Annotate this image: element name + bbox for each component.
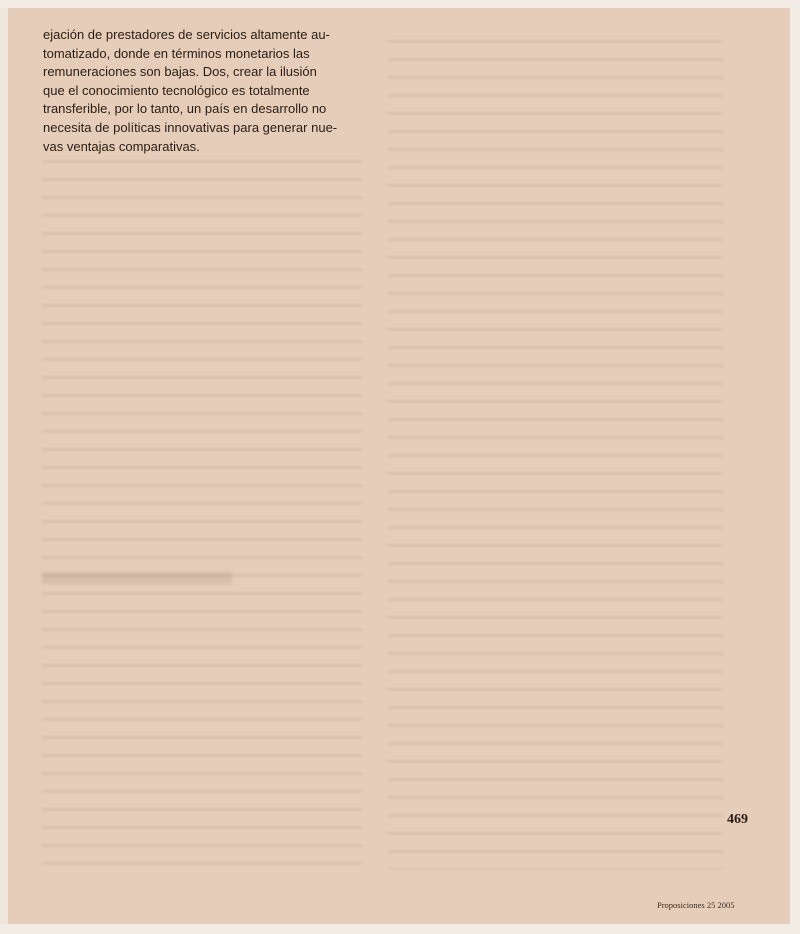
paragraph-line: transferible, por lo tanto, un país en desarrollo no (43, 101, 327, 117)
paragraph-line: ejación de prestadores de servicios altamente au- (43, 27, 330, 42)
journal-footer: Proposiciones 25 2005 (657, 900, 735, 910)
bleed-through-right-column (388, 40, 723, 870)
page-edge-left (0, 0, 8, 934)
bleed-through-left-column (42, 160, 362, 880)
paragraph-line: necesita de políticas innovativas para generar nue- (43, 119, 338, 135)
paragraph-text (43, 26, 365, 156)
bleed-through-heading (42, 572, 232, 584)
paragraph-line: vas ventajas comparativas. (43, 138, 200, 154)
paragraph-line: remuneraciones son bajas. Dos, crear la ilusión (43, 64, 317, 80)
page-edge-bottom (0, 924, 800, 934)
page-number: 469 (727, 812, 748, 827)
page-edge-right (790, 0, 800, 934)
paragraph-line: tomatizado, donde en términos monetarios las (43, 45, 310, 61)
page-edge-top (0, 0, 800, 8)
paragraph-line: que el conocimiento tecnológico es totalmente (43, 82, 310, 98)
